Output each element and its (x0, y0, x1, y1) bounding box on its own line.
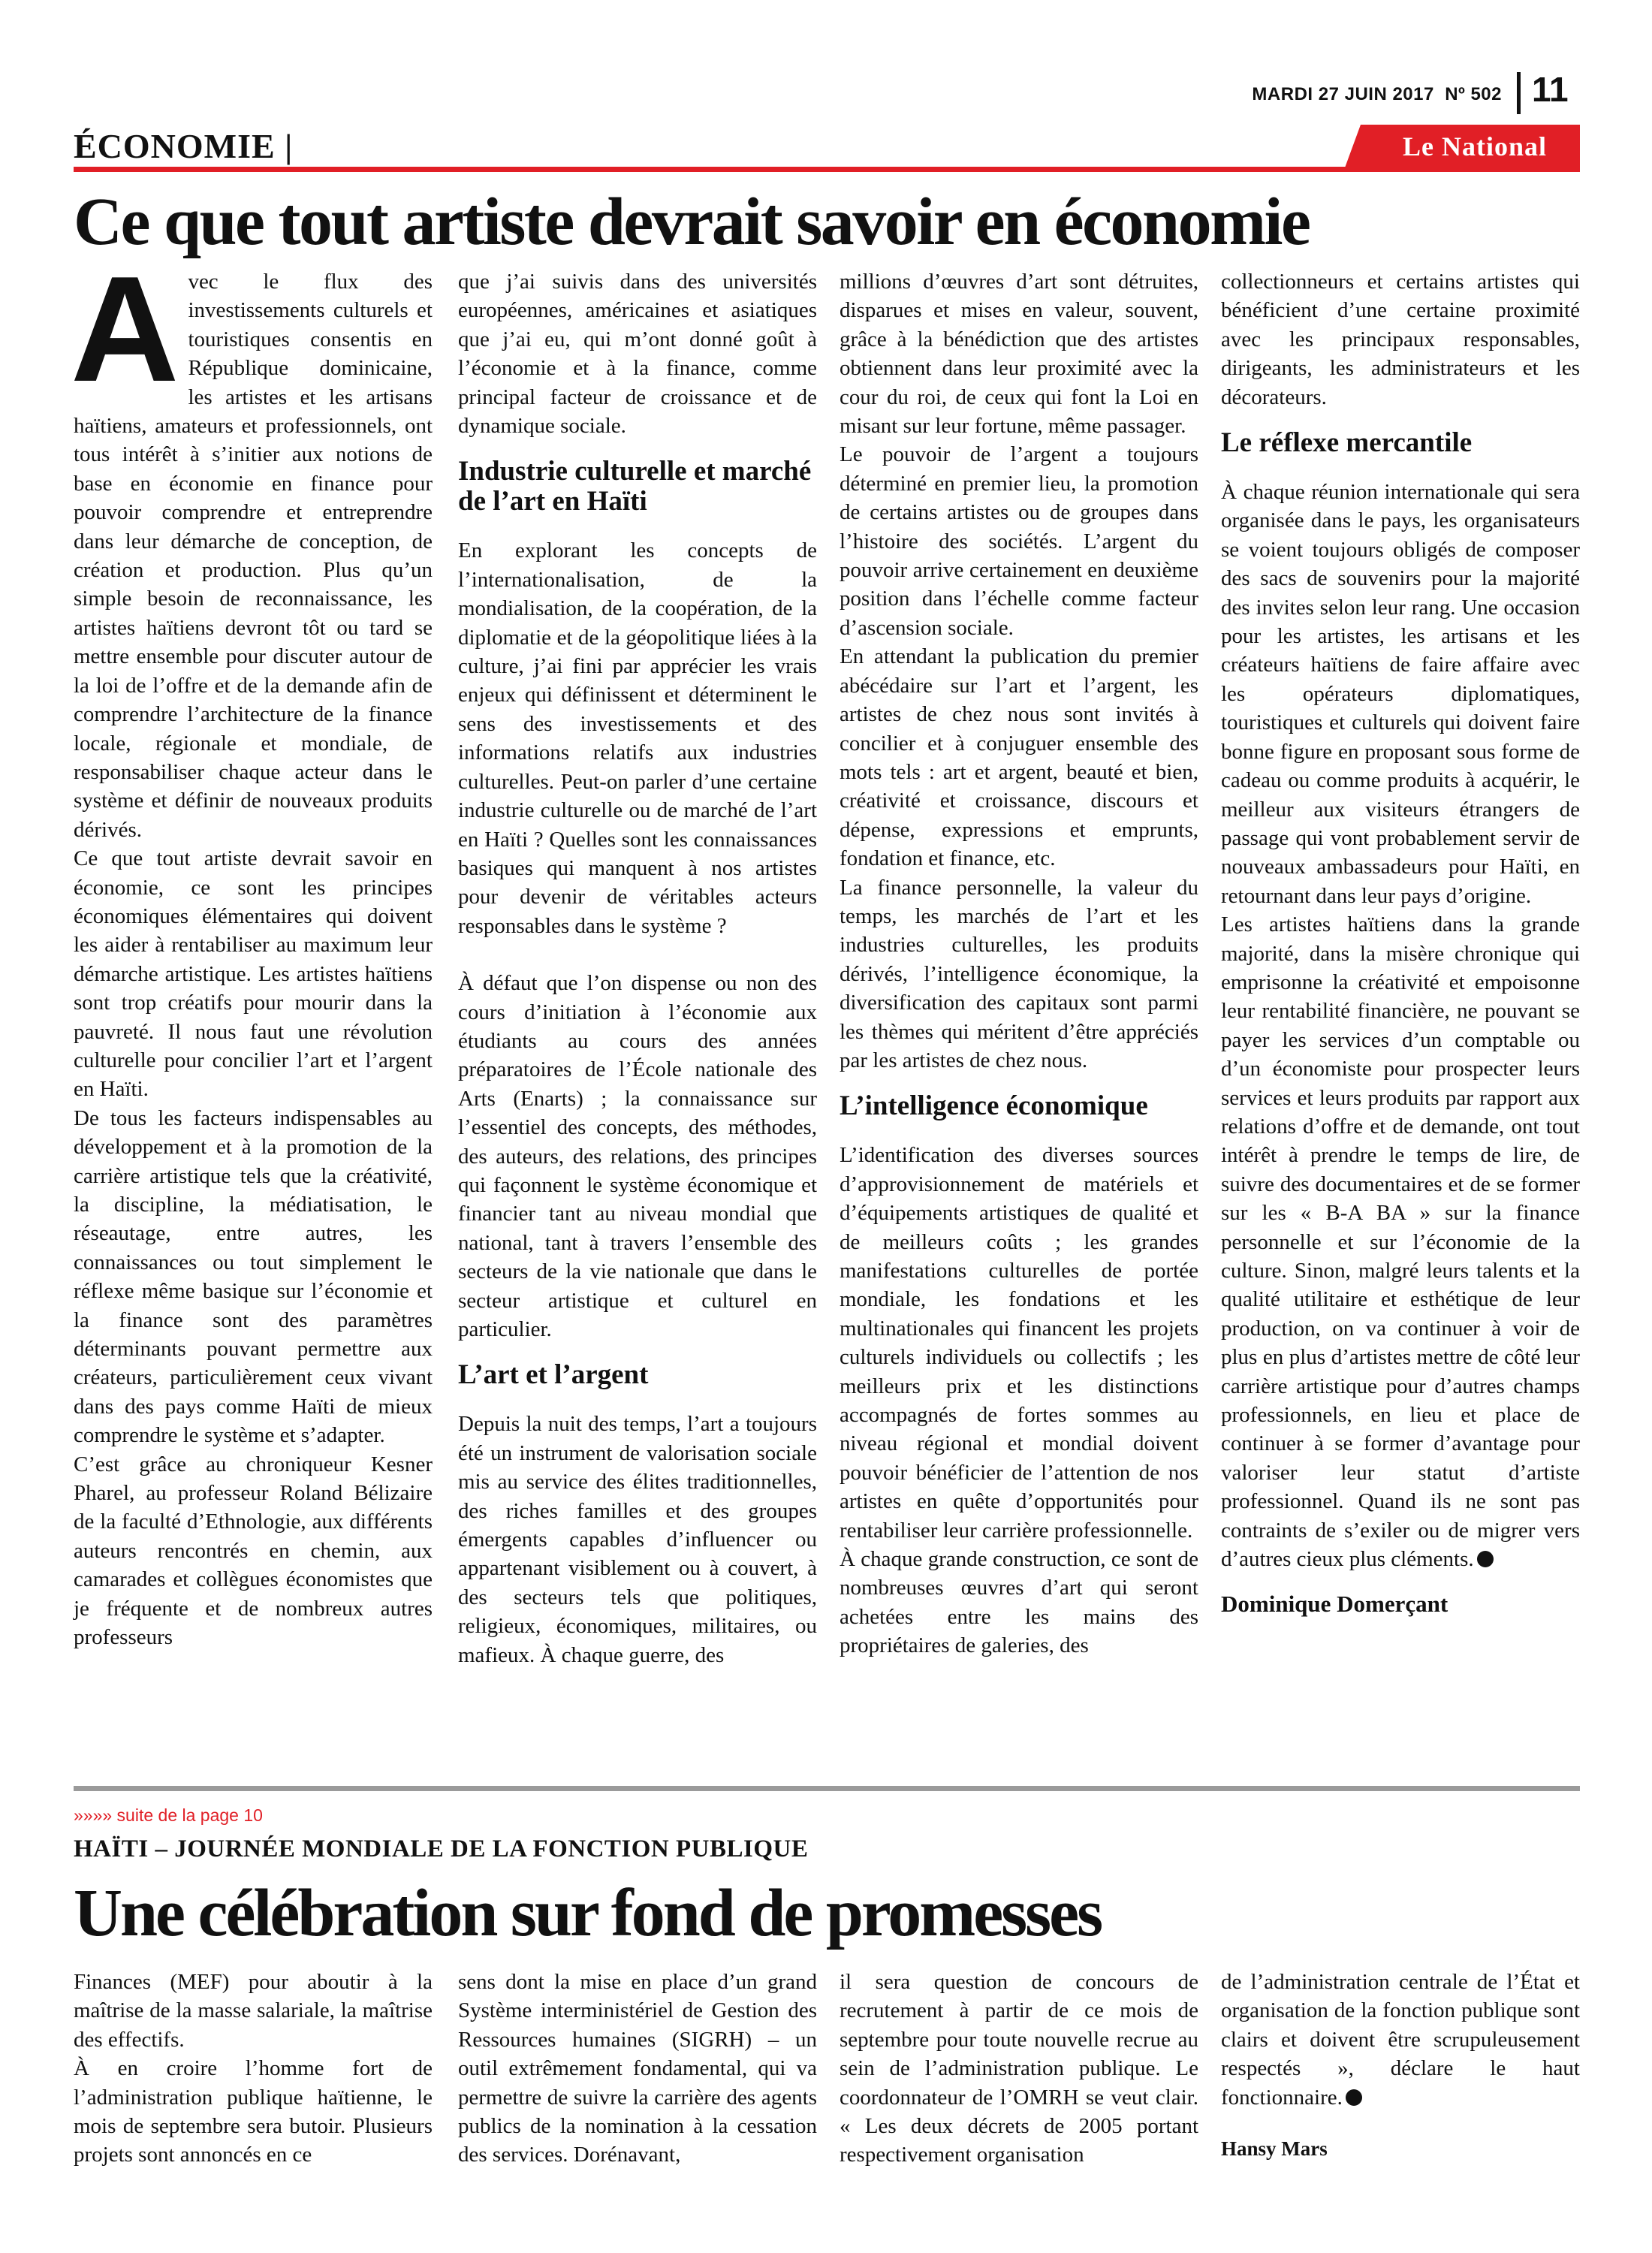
end-mark-icon (1477, 1551, 1494, 1567)
paragraph: Le pouvoir de l’argent a toujours déterminé en premier lieu, la promotion de certains artistes ou de groupes dans l’histoire des sociétés. L’argent du pouvoir arrive certainement en deuxième position dans l’échelle comme facteur d’ascension sociale. (840, 442, 1198, 640)
drop-cap: A (71, 246, 179, 413)
paragraph: il sera question de concours de recrutement à partir de ce mois de septembre pour toute nouvelle recrue au sein de l’administration publique. Le coordonnateur de l’OMRH se veut clair. « Les deux décrets de 2005 portant respectivement organisation (840, 1970, 1198, 2167)
section-rule (74, 167, 1580, 172)
paragraph: De tous les facteurs indispensables au développement et à la promotion de la carrière artistique tels que la créativité, la discipline, la médiatisation, le réseautage, entre autres, les connaissances ou tout simplement le réflexe même basique sur l’économie et la finance sont des paramètres déterminants pouvant permettre aux créateurs, particulièrement ceux vivant dans des pays comme Haïti de mieux comprendre le système et s’adapter. (74, 1105, 433, 1448)
paragraph: Finances (MEF) pour aboutir à la maîtrise de la masse salariale, la maîtrise des effectifs. (74, 1970, 433, 2052)
paragraph: Les artistes haïtiens dans la grande majorité, dans la misère chronique qui emprisonne la créativité et empoisonne leur rentabilité financière, ne pouvant se payer les services d’un comptable ou d’un économiste pour prospecter leurs services et leurs produits par rapport aux relations d’offre et de demande, ont tout intérêt à prendre le temps de lire, de suivre des documentaires et de se former sur les « B-A BA » sur la finance personnelle et sur l’économie de la culture. Sinon, malgré leurs talents et la qualité utilitaire et esthétique de leur production, on va continuer à voir de plus en plus d’artistes mettre de côté leur carrière artistique pour d’autres champs professionnels, en lieu et place de continuer à se former d’avantage pour valoriser leur statut d’artiste professionnel. Quand ils ne sont pas contraints de s’exiler ou de migrer vers d’autres cieux plus cléments. (1221, 912, 1580, 1572)
article-column-3 (840, 267, 1198, 1660)
article-headline: Une célébration sur fond de promesses (74, 1876, 1102, 1950)
subheading: L’art et l’argent (458, 1359, 649, 1391)
paragraph: millions d’œuvres d’art sont détruites, disparues et mises en valeur, souvent, grâce à la bénédiction que des artistes obtiennent dans leur proximité avec la cour du roi, de ceux qui font la Loi en misant sur leur fortune, même passager. (840, 270, 1198, 439)
subheading: Industrie culturelle et marché de l’art en Haïti (458, 456, 812, 517)
page-number: 11 (1532, 70, 1569, 109)
issue-number: Nº 502 (1445, 84, 1502, 104)
paragraph: En attendant la publication du premier abécédaire sur l’art et l’argent, les artistes de chez nous sont invités à concilier et à conjuguer ensemble des mots tels : art et argent, beauté et bien, créativité et croissance, discours et dépense, expressions et emprunts, fondation et finance, etc. (840, 644, 1198, 871)
paragraph: vec le flux des investissements culturels et touristiques consentis en République dominicaine, les artistes et les artisans haïtiens, amateurs et professionnels, ont tous intérêt à s’initier aux notions de base en économie en finance pour pouvoir comprendre et entreprendre dans leur démarche de conception, de création et production. Plus qu’un simple besoin de reconnaissance, les artistes haïtiens devront tôt ou tard se mettre ensemble pour discuter autour de la loi de l’offre et de la demande afin de comprendre l’architecture de la finance locale, régionale et mondiale, de responsabiliser chaque acteur dans le système et définir de nouveaux produits dérivés. (74, 270, 433, 842)
header-divider (1517, 72, 1521, 114)
article-column-2 (458, 267, 817, 1669)
paragraph: C’est grâce au chroniqueur Kesner Pharel, au professeur Roland Bélizaire de la faculté d’Ethnologie, aux différents auteurs rencontrés en chemin, aux camarades et collègues économistes que je fréquente et de nombreux autres professeurs (74, 1452, 433, 1650)
article-column-1 (71, 246, 433, 1652)
article-column-4 (1221, 267, 1580, 1619)
paragraph: Ce que tout artiste devrait savoir en économie, ce sont les principes économiques élémentaires qui doivent les aider à rentabiliser au maximum leur démarche artistique. Les artistes haïtiens sont trop créatifs pour mourir dans la pauvreté. Il nous faut une révolution culturelle pour concilier l’art et l’argent en Haïti. (74, 846, 433, 1102)
paragraph: que j’ai suivis dans des universités européennes, américaines et asiatiques que j’ai eu, qui m’ont donné goût à l’économie et à la finance, comme principal facteur de croissance et de dynamique sociale. (458, 270, 817, 439)
paragraph: À chaque réunion internationale qui sera organisée dans le pays, les organisateurs se voient toujours obligés de composer des sacs de souvenirs pour la majorité des invites selon leur rang. Une occasion pour les artistes, les artisans et les créateurs haïtiens de faire affaire avec les opérateurs diplomatiques, touristiques et culturels qui doivent faire bonne figure en proposant sous forme de cadeau ou comme produits à acquérir, le meilleur aux visiteurs étrangers de passage qui vont probablement servir de nouveaux ambassadeurs pour Haïti, en retournant dans leur pays d’origine. (1221, 480, 1580, 908)
continued-from-link[interactable]: »»»» suite de la page 10 (74, 1805, 263, 1825)
subheading: Le réflexe mercantile (1221, 427, 1473, 459)
paragraph: En explorant les concepts de l’internationalisation, de la mondialisation, de la coopération, de la diplomatie et de la géopolitique liées à la culture, j’ai fini par apprécier les vrais enjeux qui définissent et déterminent le sens des investissements et des informations relatifs aux industries culturelles. Peut-on parler d’une certaine industrie culturelle ou de marché de l’art en Haïti ? Quelles sont les connaissances basiques qui manquent à nos artistes pour devenir de véritables acteurs responsables dans le système ? (458, 538, 817, 938)
paragraph: Depuis la nuit des temps, l’art a toujours été un instrument de valorisation sociale mis au service des élites traditionnelles, des riches familles et des groupes émergents capables d’influencer ou appartenant visiblement ou à couvert, à des secteurs tels que politiques, religieux, économiques, militaires, ou mafieux. À chaque guerre, des (458, 1412, 817, 1667)
end-mark-icon (1346, 2089, 1362, 2106)
paragraph: À en croire l’homme fort de l’administration publique haïtienne, le mois de septembre sera butoir. Plusieurs projets sont annoncés en ce (74, 2056, 433, 2167)
article-headline: Ce que tout artiste devrait savoir en économie (74, 185, 1310, 259)
paragraph: À défaut que l’on dispense ou non des cours d’initiation à l’économie aux étudiants au cours des années préparatoires de l’École nationale des Arts (Enarts) ; la connaissance sur l’essentiel des concepts, des méthodes, des auteurs, des relations, des principes qui façonnent le système économique et financier tant au niveau mondial que national, tant à travers l’ensemble des secteurs de la vie nationale que dans le secteur artistique et culturel en particulier. (458, 971, 817, 1341)
article2-column-2 (458, 1968, 817, 2170)
paragraph: L’identification des diverses sources d’approvisionnement de matériels et d’équipements artistiques de qualité et de meilleurs coûts ; les grandes manifestations culturelles de portée mondiale, les fondations et les multinationales qui financent les projets culturels individuels ou collectifs ; les meilleurs prix et les distinctions accompagnés de fortes sommes au niveau régional et mondial doivent pouvoir bénéficier de l’attention de nos artistes en quête d’opportunités pour rentabiliser leur carrière professionnelle. (840, 1143, 1198, 1543)
article-divider (74, 1786, 1580, 1791)
author-byline: Hansy Mars (1221, 2137, 1328, 2161)
article-kicker: HAÏTI – JOURNÉE MONDIALE DE LA FONCTION PUBLIQUE (74, 1835, 809, 1862)
article2-column-4 (1221, 1968, 1580, 2163)
paragraph: La finance personnelle, la valeur du temps, les marchés de l’art et les industries culturelles, les produits dérivés, l’intelligence économique, la diversification des capitaux sont parmi les thèmes qui méritent d’être appréciés par les artistes de chez nous. (840, 875, 1198, 1072)
issue-date (1201, 84, 1502, 105)
article2-column-1 (74, 1968, 433, 2170)
paragraph: de l’administration centrale de l’État et organisation de la fonction publique sont clairs et doivent être scrupuleusement respectés », déclare le haut fonctionnaire. (1221, 1970, 1580, 2110)
section-label: ÉCONOMIE | (74, 127, 294, 165)
paragraph: collectionneurs et certains artistes qui bénéficient d’une certaine proximité avec les principaux responsables, dirigeants, les administrateurs et les décorateurs. (1221, 270, 1580, 409)
paragraph: sens dont la mise en place d’un grand Système interministériel de Gestion des Ressources humaines (SIGRH) – un outil extrêmement fondamental, qui va permettre de suivre la carrière des agents publics de la nomination à la cessation des services. Dorénavant, (458, 1970, 817, 2167)
brand-name: Le National (1402, 131, 1547, 161)
article2-column-3 (840, 1968, 1198, 2170)
subheading: L’intelligence économique (840, 1090, 1148, 1122)
date-text: MARDI 27 JUIN 2017 (1252, 84, 1434, 104)
author-byline: Dominique Domerçant (1221, 1591, 1449, 1618)
paragraph: À chaque grande construction, ce sont de nombreuses œuvres d’art qui seront achetées entre les mains des propriétaires de galeries, des (840, 1547, 1198, 1658)
